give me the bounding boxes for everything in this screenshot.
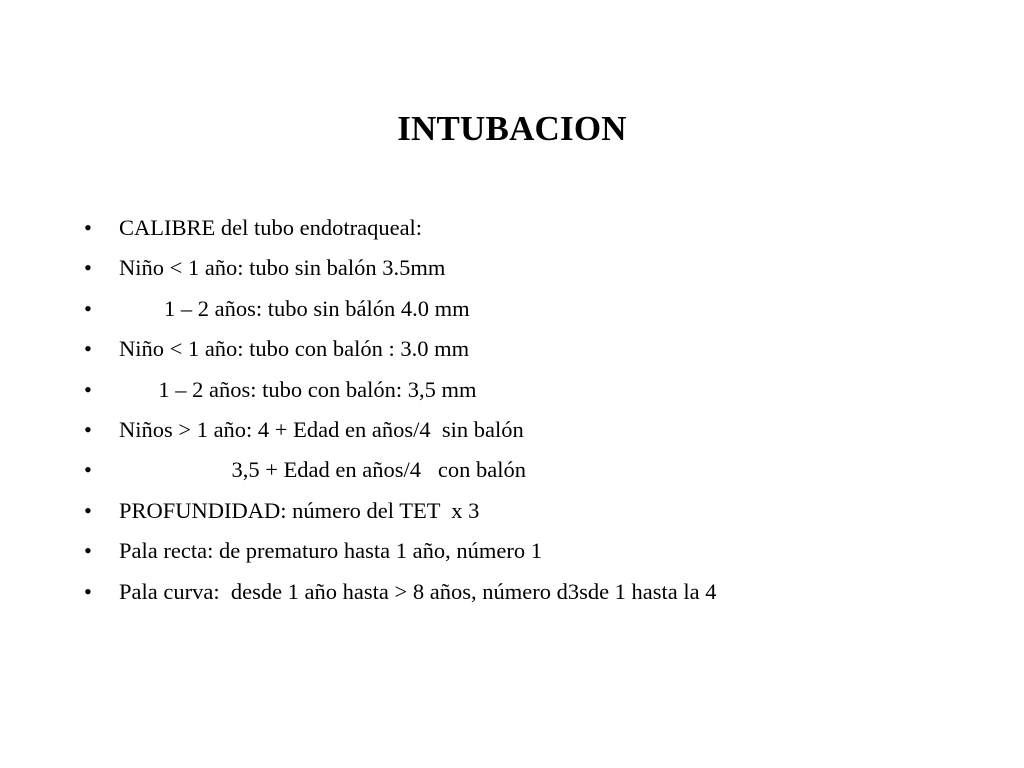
bullet-icon: • — [84, 538, 92, 564]
bullet-text: Niño < 1 año: tubo sin balón 3.5mm — [119, 255, 446, 281]
bullet-item — [84, 289, 470, 329]
bullet-item — [84, 248, 446, 288]
bullet-icon: • — [84, 255, 92, 281]
bullet-icon: • — [84, 497, 92, 523]
bullet-text: 1 – 2 años: tubo con balón: 3,5 mm — [119, 376, 477, 402]
bullet-item — [84, 531, 542, 571]
bullet-text: 1 – 2 años: tubo sin bálón 4.0 mm — [119, 295, 470, 321]
bullet-icon: • — [84, 295, 92, 321]
bullet-text: Niños > 1 año: 4 + Edad en años/4 sin balón — [119, 416, 524, 442]
bullet-item — [84, 370, 477, 410]
bullet-item — [84, 491, 480, 531]
bullet-text: Niño < 1 año: tubo con balón : 3.0 mm — [119, 336, 470, 362]
bullet-icon: • — [84, 457, 92, 483]
bullet-item — [84, 450, 526, 490]
bullet-text: CALIBRE del tubo endotraqueal: — [119, 215, 423, 240]
bullet-list — [84, 208, 717, 612]
bullet-item — [84, 208, 423, 248]
bullet-item — [84, 572, 717, 612]
bullet-text: PROFUNDIDAD: número del TET x 3 — [119, 497, 480, 523]
bullet-item — [84, 329, 470, 369]
bullet-icon: • — [84, 416, 92, 442]
bullet-icon: • — [84, 336, 92, 362]
slide-title: INTUBACION — [397, 109, 627, 148]
bullet-text: Pala recta: de prematuro hasta 1 año, número 1 — [119, 538, 542, 564]
bullet-icon: • — [84, 376, 92, 402]
bullet-item — [84, 410, 524, 450]
bullet-text: 3,5 + Edad en años/4 con balón — [119, 457, 526, 483]
bullet-text: Pala curva: desde 1 año hasta > 8 años, número d3sde 1 hasta la 4 — [119, 578, 717, 604]
bullet-icon: • — [84, 578, 92, 604]
bullet-icon: • — [84, 215, 92, 240]
